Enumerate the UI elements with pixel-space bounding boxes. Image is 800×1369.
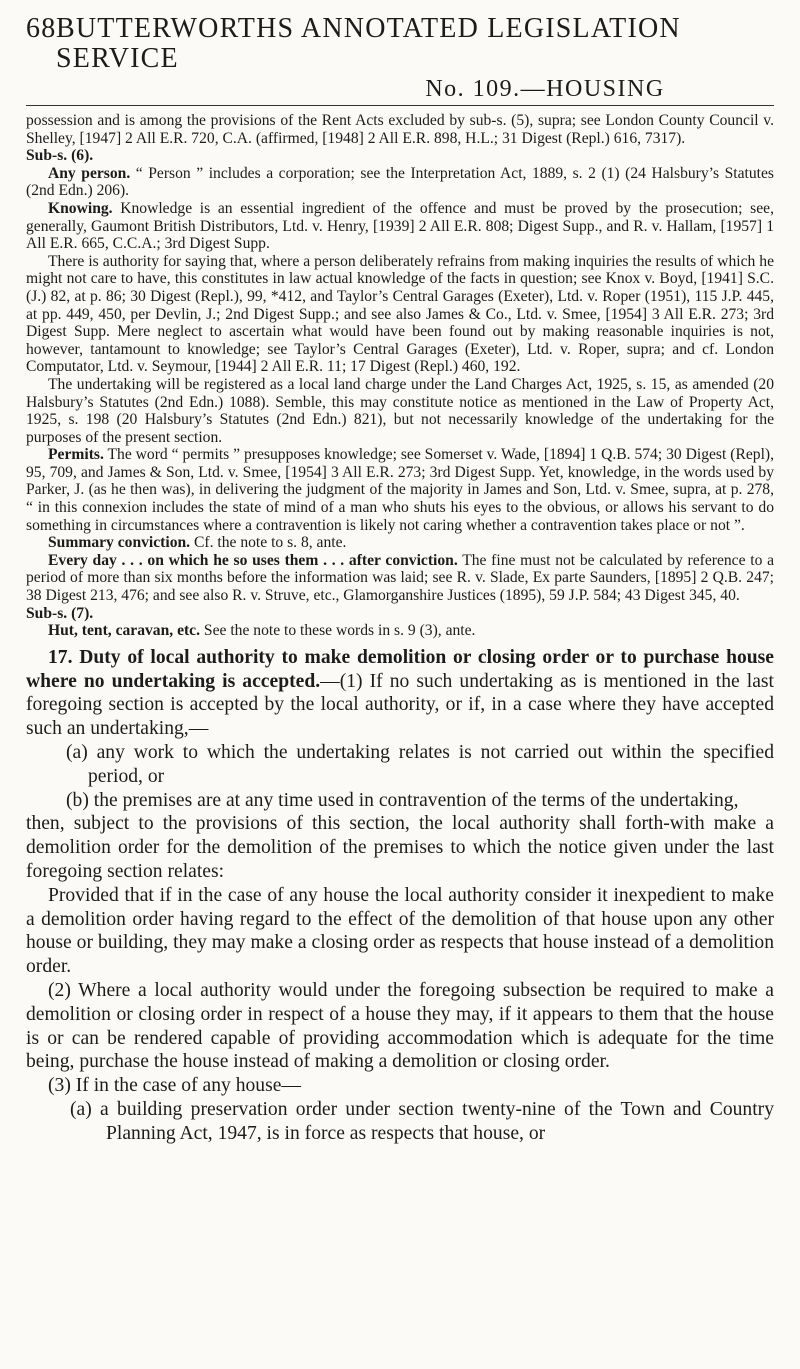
section-17-1-b: (b) the premises are at any time used in contravention of the terms of the undertaking,: [66, 789, 739, 811]
section-title: 17. Duty of local authority to make demolition or closing order or to purchase house where no undertaking is accepted.: [26, 646, 774, 692]
note-every-day: [26, 552, 774, 605]
section-17: [26, 646, 774, 1146]
note-head: Any person.: [48, 164, 131, 182]
note-head: Knowing.: [48, 199, 113, 217]
section-17-3-a: (a) a building preservation order under section twenty-nine of the Town and Country Planning Act, 1947, is in force as respects that house, or: [70, 1098, 774, 1144]
note-head: Hut, tent, caravan, etc.: [48, 622, 201, 640]
note-permits: [26, 446, 774, 534]
note-body: See the note to these words in s. 9 (3), ante.: [203, 622, 476, 640]
note-body: Knowledge is an essential ingredient of the offence and must be proved by the prosecution; see, generally, Gaumont British Distributors, Ltd. v. Henry, [1939] 2 All E.R. 808; Digest Supp., and R. v. Hallam, [1957] 1 All E.R. 665, C.C.A.; 3rd Digest Supp.: [26, 199, 774, 253]
note-head: Permits.: [48, 446, 104, 464]
annotation-notes: [26, 112, 774, 640]
note-undertaking: The undertaking will be registered as a local land charge under the Land Charges Act, 1925, s. 15, as amended (20 Halsbury’s Statutes (2nd Edn.) 1088). Semble, this may constitute notice as mentioned in the Law of Property Act, 1925, s. 198 (20 Halsbury’s Statutes (2nd Edn.) 821), but not necessarily knowledge of the undertaking for the purposes of the present section.: [26, 375, 774, 446]
section-17-1-proviso: Provided that if in the case of any house the local authority consider it inexpedient to make a demolition order having regard to the effect of the demolition of that house upon any other house or building, they may make a closing order as respects that house instead of a demolition order.: [26, 884, 774, 978]
running-head: [26, 14, 774, 74]
note-body: “ Person ” includes a corporation; see the Interpretation Act, 1889, s. 2 (1) (24 Halsbury’s Statutes (2nd Edn.) 206).: [26, 164, 774, 200]
note-body: The fine must not be calculated by reference to a period of more than six months before the information was laid; see R. v. Slade, Ex parte Saunders, [1895] 2 Q.B. 247; 38 Digest 213, 476; and see also R. v. Struve, etc., Glamorganshire Justices (1895), 59 J.P. 584; 43 Digest 345, 40.: [26, 551, 775, 605]
section-17-1-then: then, subject to the provisions of this section, the local authority shall forth-with make a demolition order for the demolition of the premises to which the notice given under the last foregoing section relates:: [26, 813, 774, 882]
note-summary-conviction: [26, 534, 774, 552]
note-body: The word “ permits ” presupposes knowledge; see Somerset v. Wade, [1894] 1 Q.B. 574; 30 Digest (Repl), 95, 709, and James & Son, Ltd. v. Smee, [1954] 3 All E.R. 273; 3rd Digest Supp. Yet, knowledge, in the words used by Parker, J. (as he then was), in delivering the judgment of the majority in James and Son, Ltd. v. Smee, supra, at p. 278, “ in this connexion includes the state of mind of a man who shuts his eyes to the obvious, or allows his servant to do something in circumstances where a contravention is likely not caring whether a contravention takes place or not ”.: [26, 446, 774, 534]
note-body: Cf. the note to s. 8, ante.: [193, 534, 347, 552]
section-text: —(1) If no such undertaking as is mentioned in the last foregoing section is accepted by the local authority, or if, in a case where they have accepted such an undertaking,—: [26, 670, 774, 740]
section-17-3: (3) If in the case of any house—: [48, 1075, 301, 1097]
note-continuation: possession and is among the provisions of the Rent Acts excluded by sub-s. (5), supra; see London County Council v. Shelley, [1947] 2 All E.R. 720, C.A. (affirmed, [1948] 2 All E.R. 898, H.L.; 31 Digest (Repl.) 616, 7317).: [26, 112, 774, 147]
note-hut-tent: [26, 622, 774, 640]
note-heading-subs-7: Sub-s. (7).: [26, 604, 94, 622]
note-authority: There is authority for saying that, where a person deliberately refrains from making inquiries the results of which he might not care to have, this constitutes in law actual knowledge of the facts in question; see Knox v. Boyd, [1941] S.C. (J.) 82, at p. 86; 30 Digest (Repl.), 99, *412, and Taylor’s Central Garages (Exeter), Ltd. v. Roper (1951), 115 J.P. 445, at pp. 449, 450, per Devlin, J.; 2nd Digest Supp.; and see also James & Co., Ltd. v. Smee, [1954] 3 All E.R. 273; 3rd Digest Supp. Mere neglect to ascertain what would have been found out by making reasonable inquiries is not, however, tantamount to knowledge; see Taylor’s Central Garages (Exeter), Ltd. v. Roper, supra; and cf. London Computator, Ltd. v. Seymour, [1944] 2 All E.R. 11; 17 Digest (Repl.) 460, 192.: [26, 252, 774, 376]
chapter-title: No. 109.—HOUSING: [425, 76, 665, 102]
publication-title: BUTTERWORTHS ANNOTATED LEGISLATION SERVICE: [56, 13, 681, 74]
section-17-1-a: (a) any work to which the undertaking relates is not carried out within the specified period, or: [66, 742, 774, 787]
note-knowing: [26, 200, 774, 253]
note-head: Every day . . . on which he so uses them . . . after conviction.: [48, 551, 458, 569]
note-head: Summary conviction.: [48, 534, 191, 552]
header-rule: [26, 105, 774, 106]
note-heading-subs-6: Sub-s. (6).: [26, 147, 94, 165]
section-17-2: (2) Where a local authority would under the foregoing subsection be required to make a demolition or closing order in respect of a house they may, if it appears to them that the house is or can be rendered capable of providing accommodation which is adequate for the time being, purchase the house instead of making a demolition or closing order.: [26, 979, 774, 1073]
page-number: 68: [26, 13, 57, 44]
section-17-1: [26, 646, 774, 741]
note-any-person: [26, 165, 774, 200]
